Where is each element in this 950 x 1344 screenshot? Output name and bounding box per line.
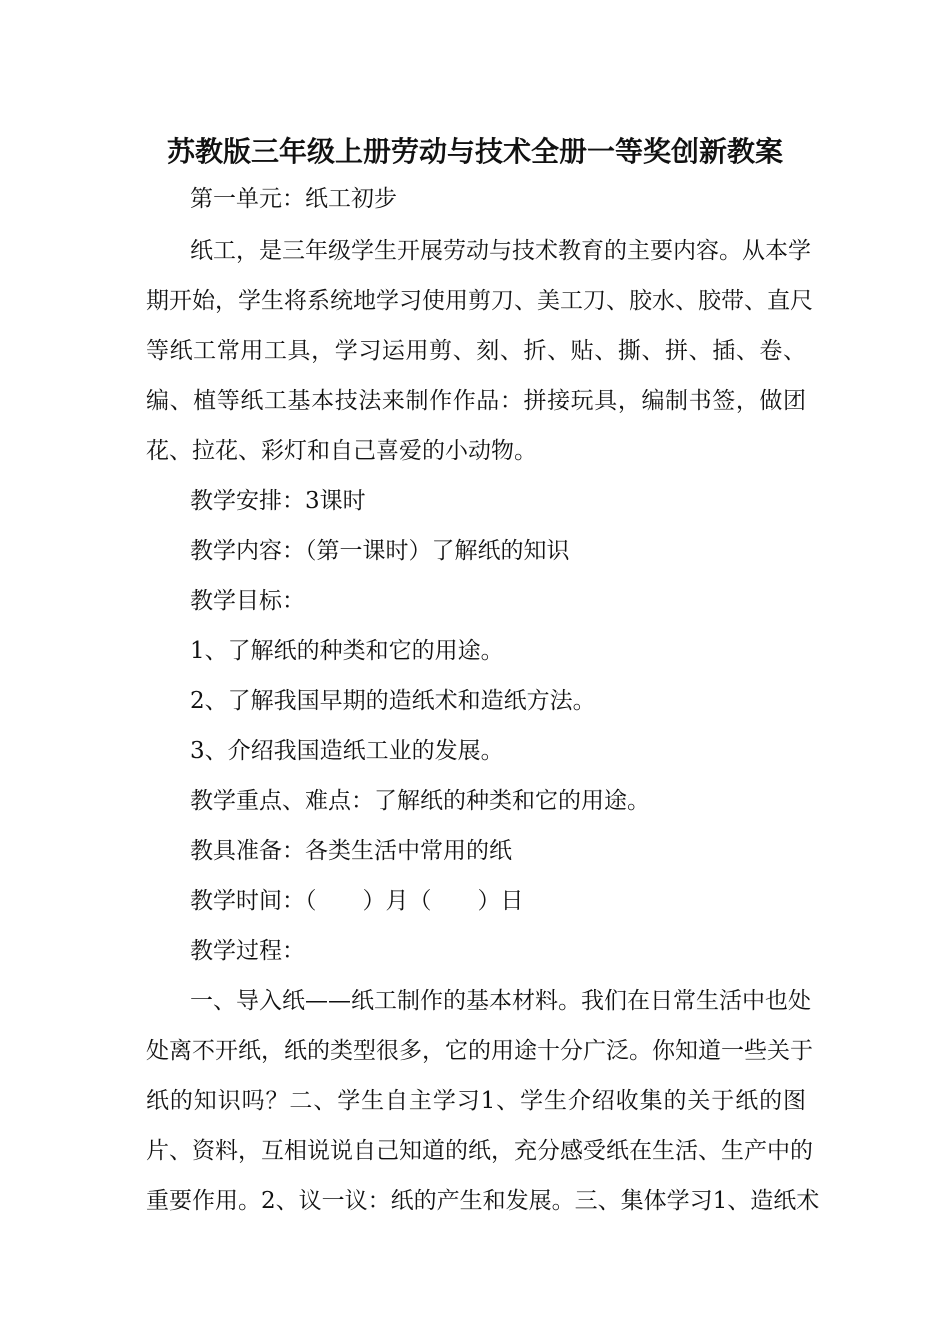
intro-line-1: 纸工，是三年级学生开展劳动与技术教育的主要内容。从本学 — [190, 238, 811, 264]
key-points-line: 教学重点、难点：了解纸的种类和它的用途。 — [190, 788, 650, 814]
intro-line-5: 花、拉花、彩灯和自己喜爱的小动物。 — [146, 438, 537, 464]
intro-line-2: 期开始，学生将系统地学习使用剪刀、美工刀、胶水、胶带、直尺 — [146, 288, 813, 314]
intro-line-3: 等纸工常用工具，学习运用剪、刻、折、贴、撕、拼、插、卷、 — [146, 338, 806, 364]
process-line-4: 片、资料，互相说说自己知道的纸，充分感受纸在生活、生产中的 — [146, 1138, 813, 1164]
process-line-1: 一、导入纸——纸工制作的基本材料。我们在日常生活中也处 — [190, 988, 811, 1014]
document-title: 苏教版三年级上册劳动与技术全册一等奖创新教案 — [166, 135, 783, 168]
content-line: 教学内容：（第一课时）了解纸的知识 — [190, 538, 570, 564]
time-line: 教学时间：（ ）月（ ）日 — [190, 888, 524, 914]
process-label: 教学过程： — [190, 938, 305, 964]
process-line-3: 纸的知识吗？二、学生自主学习1、学生介绍收集的关于纸的图 — [146, 1088, 806, 1114]
materials-line: 教具准备：各类生活中常用的纸 — [190, 838, 512, 864]
goals-label: 教学目标： — [190, 588, 305, 614]
process-line-5: 重要作用。2、议一议：纸的产生和发展。三、集体学习1、造纸术 — [146, 1188, 820, 1214]
schedule-line: 教学安排：3课时 — [190, 488, 366, 514]
unit-heading: 第一单元：纸工初步 — [190, 186, 397, 212]
goal-item: 2、了解我国早期的造纸术和造纸方法。 — [190, 688, 596, 714]
intro-line-4: 编、植等纸工基本技法来制作作品：拼接玩具，编制书签，做团 — [146, 388, 806, 414]
process-line-2: 处离不开纸，纸的类型很多，它的用途十分广泛。你知道一些关于 — [146, 1038, 813, 1064]
goal-item: 1、了解纸的种类和它的用途。 — [190, 638, 504, 664]
goal-item: 3、介绍我国造纸工业的发展。 — [190, 738, 504, 764]
